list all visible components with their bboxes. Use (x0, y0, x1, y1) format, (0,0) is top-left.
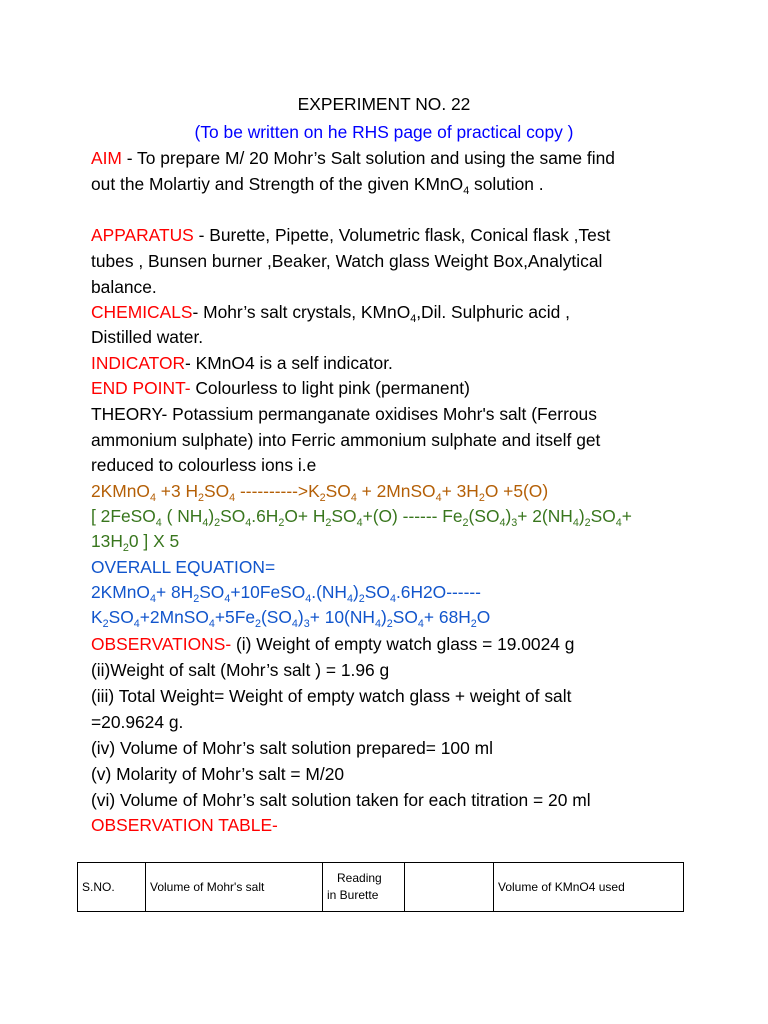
equation-text: ( NH (161, 506, 203, 526)
subscript: 2 (478, 491, 485, 504)
equation-text: +(O) ------ Fe (362, 506, 463, 526)
subscript: 2 (470, 617, 477, 630)
aim-line-1 (91, 146, 615, 170)
equation-ferrous-line-2 (91, 529, 179, 553)
equation-text: 13H (91, 531, 123, 551)
subscript: 4 (435, 491, 442, 504)
observations-line-4: =20.9624 g. (91, 712, 184, 732)
equation-text: .(NH (311, 582, 347, 602)
subscript: 4 (208, 617, 215, 630)
subscript: 4 (202, 516, 209, 529)
equation-text: (SO (261, 607, 292, 627)
chemicals-line-1 (91, 300, 570, 324)
apparatus-label: APPARATUS (91, 225, 194, 245)
aim-text-2: out the Molartiy and Strength of the given KMnO (91, 174, 464, 194)
equation-text: + 2MnSO (356, 481, 436, 501)
subscript: 2 (386, 617, 393, 630)
subscript: 2 (462, 516, 469, 529)
subscript: 2 (214, 516, 221, 529)
overall-equation-line-2 (91, 605, 490, 629)
equation-text: SO (590, 506, 616, 526)
aim-label: AIM (91, 148, 122, 168)
equation-text: ) (353, 582, 359, 602)
subscript: 2 (122, 541, 129, 554)
subscript: 4 (499, 516, 506, 529)
observations-line-2: (ii)Weight of salt (Mohr’s salt ) = 1.96 g (91, 660, 390, 680)
subscript: 2 (358, 592, 365, 605)
indicator-text: - KMnO4 is a self indicator. (185, 353, 393, 373)
subscript: 2 (102, 617, 109, 630)
equation-text: +2MnSO (139, 607, 209, 627)
table-header-row (78, 863, 684, 912)
header-volume-kmno4-used: Volume of KMnO4 used (494, 863, 684, 912)
subscript: 4 (305, 592, 312, 605)
subscript: 4 (417, 617, 424, 630)
equation-text: SO (220, 506, 246, 526)
subscript: 4 (572, 516, 579, 529)
header-reading-line-2: in Burette (327, 888, 379, 902)
aim-text-1: - To prepare M/ 20 Mohr’s Salt solution and using the same find (121, 148, 615, 168)
overall-equation-line-1 (91, 580, 481, 604)
equation-text: +10FeSO (230, 582, 306, 602)
subscript: 2 (193, 592, 200, 605)
subscript: 4 (229, 491, 236, 504)
observations-text-1: (i) Weight of empty watch glass = 19.0024 g (231, 634, 575, 654)
aim-line-2 (91, 172, 544, 196)
overall-equation-label: OVERALL EQUATION= (91, 557, 276, 577)
equation-text: 2KMnO (91, 582, 150, 602)
subscript: 2 (255, 617, 261, 630)
subscript: 2 (198, 491, 205, 504)
header-volume-mohrs-salt: Volume of Mohr's salt (146, 863, 323, 912)
equation-text: SO (364, 582, 390, 602)
observations-label: OBSERVATIONS- (91, 634, 232, 654)
equation-text: SO (108, 607, 134, 627)
equation-ferrous-line-1 (91, 504, 632, 528)
equation-text: ) (208, 506, 215, 526)
equation-text: + 2(NH (517, 506, 573, 526)
subscript: 4 (347, 592, 353, 605)
apparatus-line-1 (91, 223, 610, 247)
subscript: 4 (245, 516, 252, 529)
subscript: 4 (389, 592, 396, 605)
equation-text: 2KMnO (91, 481, 150, 501)
subscript: 4 (224, 592, 231, 605)
observations-line-1 (91, 632, 574, 656)
observations-line-7: (vi) Volume of Mohr’s salt solution taken for each titration = 20 ml (91, 790, 591, 810)
experiment-title: EXPERIMENT NO. 22 (297, 94, 471, 114)
equation-text: (SO (468, 506, 500, 526)
theory-line-2: ammonium sulphate) into Ferric ammonium sulphate and itself get (91, 430, 601, 450)
subscript: 3 (511, 516, 518, 529)
equation-text: ---------->K (235, 481, 320, 501)
equation-text: O (476, 607, 491, 627)
apparatus-line-2: tubes , Bunsen burner ,Beaker, Watch glass Weight Box,Analytical (91, 251, 603, 271)
header-reading-line-1: Reading (337, 871, 382, 885)
subscript: 2 (584, 516, 591, 529)
subscript: 4 (291, 617, 298, 630)
equation-text: + 10(NH (309, 607, 375, 627)
equation-text: ) (505, 506, 512, 526)
observation-table (77, 862, 684, 912)
subscript: 4 (149, 491, 156, 504)
subscript: 4 (615, 516, 622, 529)
header-reading-in-burette (323, 863, 405, 912)
observations-line-6: (v) Molarity of Mohr’s salt = M/20 (91, 764, 345, 784)
equation-text: SO (199, 582, 225, 602)
subscript: 4 (155, 516, 162, 529)
equation-text: +5Fe (214, 607, 255, 627)
observations-line-5: (iv) Volume of Mohr’s salt solution prepared= 100 ml (91, 738, 493, 758)
subscript: 4 (356, 516, 363, 529)
subscript: 2 (319, 491, 326, 504)
equation-text: SO (204, 481, 230, 501)
header-blank (405, 863, 494, 912)
subscript: 2 (278, 516, 285, 529)
equation-text: K (91, 607, 103, 627)
equation-text: [ 2FeSO (91, 506, 156, 526)
equation-text: + 68H (423, 607, 471, 627)
observation-table-label: OBSERVATION TABLE- (91, 815, 278, 835)
equation-text: ) (578, 506, 585, 526)
equation-text: SO (331, 506, 357, 526)
end-point-text: Colourless to light pink (permanent) (190, 378, 470, 398)
equation-text: .6H (251, 506, 279, 526)
indicator-label: INDICATOR (91, 353, 186, 373)
equation-text: 0 ] X 5 (128, 531, 180, 551)
aim-text-2-end: solution . (469, 174, 544, 194)
apparatus-text-1: - Burette, Pipette, Volumetric flask, Conical flask ,Test (193, 225, 611, 245)
equation-text: SO (392, 607, 418, 627)
equation-text: O+ H (284, 506, 326, 526)
subscript: 3 (303, 617, 310, 630)
subscript: 4 (410, 312, 417, 325)
apparatus-line-3: balance. (91, 277, 157, 297)
equation-text: O +5(O) (484, 481, 549, 501)
subscript: 4 (374, 617, 381, 630)
theory-line-1: THEORY- Potassium permanganate oxidises Mohr's salt (Ferrous (91, 404, 597, 424)
equation-text: ) (297, 607, 304, 627)
chemicals-text-1: - Mohr’s salt crystals, KMnO (192, 302, 411, 322)
subscript: 4 (350, 491, 357, 504)
chemicals-label: CHEMICALS (91, 302, 193, 322)
equation-text: +3 H (155, 481, 199, 501)
end-point-label: END POINT- (91, 378, 191, 398)
equation-text: ) (380, 607, 387, 627)
chemicals-text-1-end: ,Dil. Sulphuric acid , (416, 302, 570, 322)
equation-permanganate (91, 479, 548, 503)
equation-text: + 3H (441, 481, 479, 501)
subscript: 4 (149, 592, 156, 605)
subscript: 4 (463, 184, 470, 197)
theory-line-3: reduced to colourless ions i.e (91, 455, 317, 475)
equation-text: + (621, 506, 632, 526)
equation-text: + 8H (155, 582, 194, 602)
observations-line-3: (iii) Total Weight= Weight of empty watch glass + weight of salt (91, 686, 572, 706)
equation-text: .6H2O------ (395, 582, 481, 602)
practical-copy-note: (To be written on he RHS page of practical copy ) (194, 122, 574, 142)
subscript: 4 (133, 617, 140, 630)
equation-text: SO (325, 481, 351, 501)
chemicals-line-2: Distilled water. (91, 327, 204, 347)
end-point-line (91, 376, 470, 400)
subscript: 2 (325, 516, 332, 529)
indicator-line (91, 351, 393, 375)
header-sno: S.NO. (78, 863, 146, 912)
